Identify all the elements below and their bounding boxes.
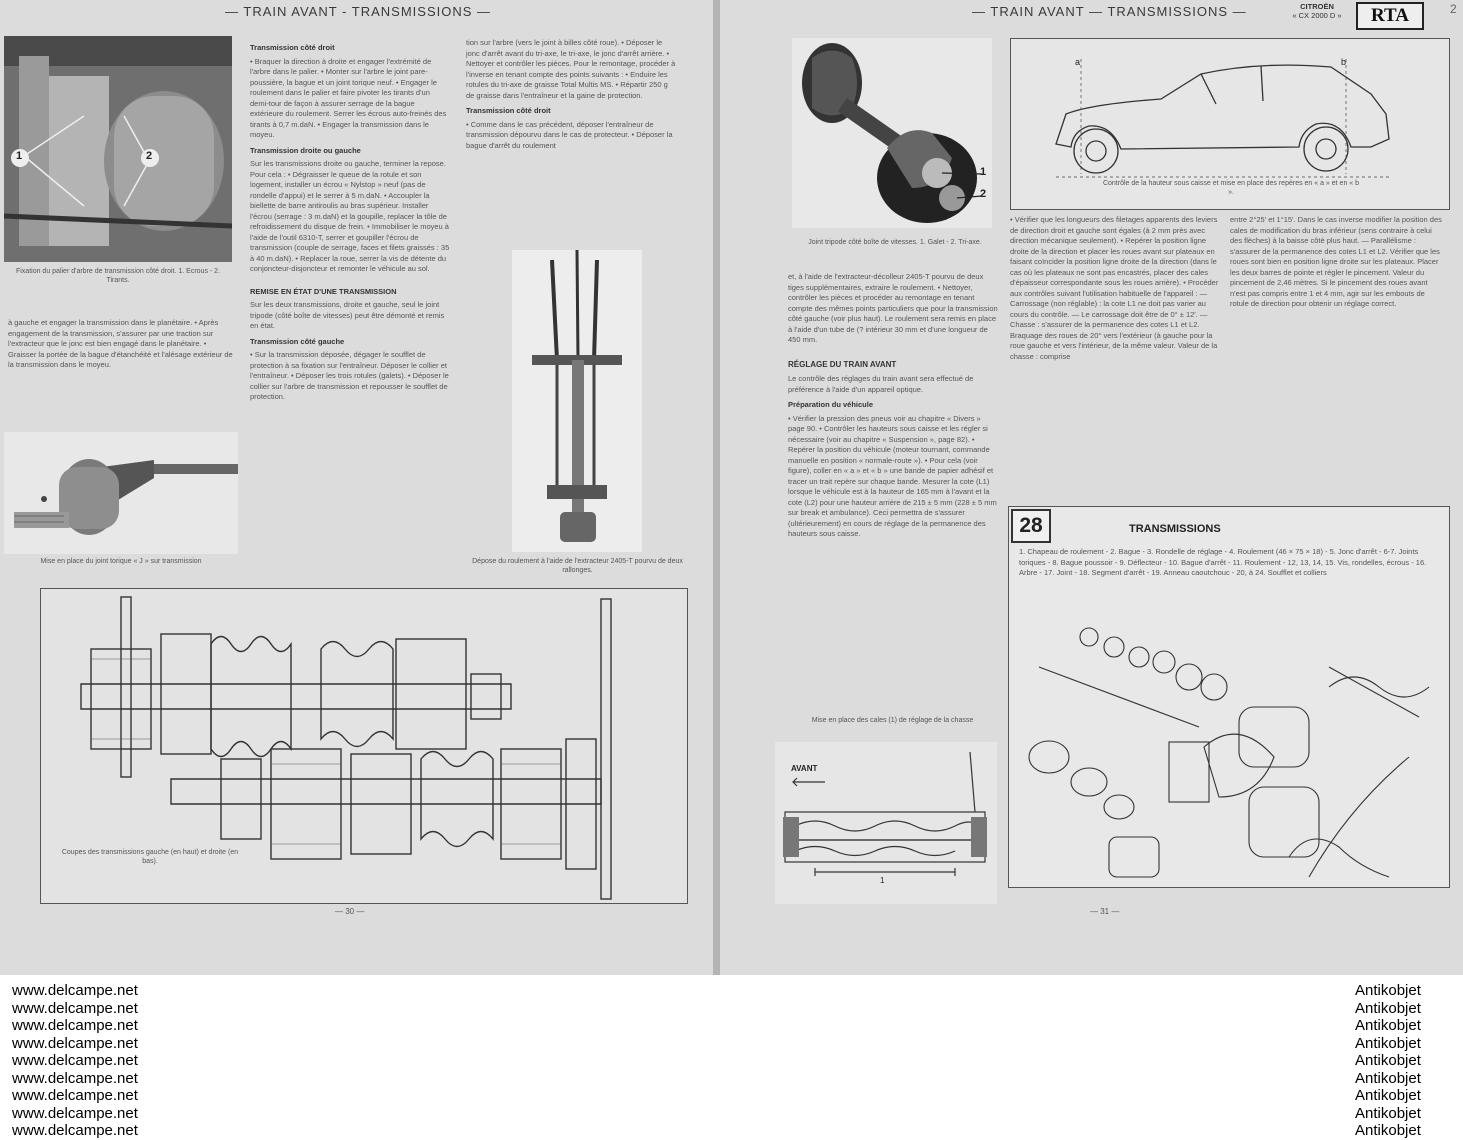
- watermark-left-line: www.delcampe.net: [12, 1017, 138, 1034]
- right-col1: [788, 272, 998, 543]
- cotes-label: 1: [880, 876, 885, 885]
- photo2-caption: Mise en place du joint torique « J » sur transmission: [40, 558, 202, 565]
- transmissions-exploded-box: [1008, 506, 1450, 888]
- watermark-left-line: www.delcampe.net: [12, 982, 138, 999]
- right-page-header: — TRAIN AVANT — TRANSMISSIONS —: [972, 4, 1247, 19]
- right-col1-text: et, à l'aide de l'extracteur-décolleur 2405-T pourvu de deux tiges supplémentaires, extraire le roulement. • Nettoyer, contrôler les pièces et procéder au remontage en tenant compte des mêmes points particuliers que pour la transmission côté gauche (voir plus haut). Le roulement sera remis en place à l'aide d'un tube de (? intérieur 30 mm et d'une longueur de 450 mm.: [788, 272, 998, 344]
- reglage-text: Le contrôle des réglages du train avant sera effectué de préférence à l'aide d'un appareil optique.: [788, 374, 974, 394]
- right-col3-text: entre 2°25' et 1°15'. Dans le cas inverse modifier la position des cales de modification du bras inférieur (sens contraire à celui des flèches) à la baisse côté plus haut. — Parallélisme : s'assurer de la permanence des cotes L1 et L2. Vérifier que les roues sont bien en position ligne droite sur les plateaux. Placer les deux barres de pointe et régler le pincement. Valeur du pincement de 2,46 mètres. Si le pincement des roues avant n'est pas compris entre 1 et 4 mm, agir sur les embouts de rotule de direction pour obtenir un réglage correct.: [1230, 215, 1442, 308]
- watermark-right-line: Antikobjet: [1355, 1087, 1421, 1104]
- watermark-right-line: Antikobjet: [1355, 1017, 1421, 1034]
- figure-number: 28: [1011, 509, 1051, 543]
- left-col2: [250, 38, 450, 406]
- col2-heading-4: Transmission côté gauche: [250, 336, 345, 346]
- col3-text-1: tion sur l'arbre (vers le joint à billes côté roue). • Déposer le jonc d'arrêt avant du tri-axe, le tri-axe, le jonc d'arrêt arrière. • Nettoyer et contrôler les pièces. Pour le remontage, procéder à l'inverse en tenant compte des points suivants : • Enduire les rotules du tri-axe de graisse Total Multis MS. • Répartir 250 g de graisse dans l'entraîneur et la gaine de protection.: [466, 38, 676, 100]
- torique-joint-photo: [4, 432, 238, 554]
- extractor-caption: Dépose du roulement à l'aide de l'extracteur 2405-T pourvu de deux rallonges.: [472, 558, 683, 574]
- watermark-right-line: Antikobjet: [1355, 1069, 1421, 1087]
- left-page-header: — TRAIN AVANT - TRANSMISSIONS —: [225, 4, 492, 19]
- photo1-caption: Fixation du palier d'arbre de transmission côté droit. 1. Ecrous - 2. Tirants.: [15, 268, 221, 284]
- extractor-photo: [512, 250, 642, 552]
- watermark-left-line: www.delcampe.net: [12, 999, 138, 1017]
- tripod-joint-photo: [792, 38, 992, 228]
- col2-heading-1: Transmission côté droit: [250, 43, 335, 52]
- chasse-shims-drawing: [775, 742, 997, 904]
- prep-text: • Vérifier la pression des pneus voir au chapitre « Divers » page 90. • Contrôler les hauteurs sous caisse et les régler si nécessaire (voir au chapitre « Suspension », page 82). • Repérer la position du véhicule (moteur tournant, commande manuelle en position « normale-route »). • Pour cela (voir figure), coller en « a » et « b » une bande de papier adhésif et tracer un trait repère sur chaque bande. Mesurer la cote (L1) lorsque le véhicule est à la hauteur de 165 mm à l'avant et la cote (L2) pour une hauteur arrière de 215 ± 5 mm (228 ± 5 mm sur break et ambulance). Ceci permettra de s'assurer (ultérieurement) en cours de réglage de la permanence des hauteurs sous caisse.: [788, 413, 997, 538]
- brand-model: « CX 2000 D »: [1292, 11, 1342, 20]
- watermark-left-line: www.delcampe.net: [12, 1087, 138, 1104]
- corner-page-number: 2: [1450, 2, 1457, 16]
- photo1-label-1: 1: [16, 150, 23, 162]
- bearing-fixation-photo: [4, 36, 232, 262]
- joint-label-1: 1: [980, 166, 987, 178]
- avant-label: AVANT: [791, 764, 818, 773]
- left-col1-text: à gauche et engager la transmission dans le planétaire. • Après engagement de la transmission, s'assurer par une traction sur l'extracteur que le jonc est bien engagé dans le planétaire. • Graisser la portée de la bague d'étanchéité et l'alésage extérieur de la transmission dans le moyeu.: [8, 318, 233, 369]
- col2-text-3: Sur les deux transmissions, droite et gauche, seul le joint tripode (côté boîte de vitesses) peut être démonté et remis en état.: [250, 300, 445, 330]
- watermark-left-line: www.delcampe.net: [12, 1034, 138, 1052]
- col2-text-1: • Braquer la direction à droite et engager l'extrémité de l'arbre dans le palier. • Monter sur l'arbre le joint pare-poussière, la bague et un joint torique neuf. • Engager le roulement dans le palier et faire pivoter les tirants d'un demi-tour de façon à assurer serrage de la bague extérieure du roulement. Serrer les écrous auto-freinés des tirants à 0,7 m.daN. • Engager la transmission dans le moyeu.: [250, 56, 447, 139]
- brand-name: CITROËN: [1300, 2, 1334, 11]
- photo1-label-2: 2: [146, 150, 153, 162]
- watermark-left: [12, 982, 138, 1140]
- car-caption: Contrôle de la hauteur sous caisse et mise en place des repères en « a » et en « b ».: [1102, 180, 1360, 196]
- watermark-right-line: Antikobjet: [1355, 1104, 1421, 1122]
- car-height-diagram: [1010, 38, 1450, 210]
- box-title: TRANSMISSIONS: [1129, 523, 1221, 535]
- prep-title: Préparation du véhicule: [788, 400, 874, 409]
- watermark-right: [1355, 982, 1421, 1140]
- watermark-right-line: Antikobjet: [1355, 1034, 1421, 1052]
- right-col2-text: • Vérifier que les longueurs des filetages apparents des leviers de direction droit et gauche sont égales (à 2 mm près avec direction mécanique seulement). • Repérer la position ligne droite de la direction et placer les roues avant sur plateaux en faisant coïncider la position ligne droite de la direction (dans le cas où les plateaux ne sont pas encastrés, placer des cales d'épaisseur correspondante sous les roues arrière). • Procéder aux contrôles suivant l'utilisation habituelle de l'appareil : — Carrossage (non réglable) : la cote L1 ne doit pas varier au cours du contrôle. — Le carrossage doit être de 0° ± 12'. — Chasse : s'assurer de la permanence des cotes L1 et L2. Braquage des roues de 20° vers l'extérieur (à gauche pour la roue gauche et vers l'intérieur, de la même valeur. Valeur de la chasse : comprise: [1010, 215, 1219, 361]
- watermark-right-line: Antikobjet: [1355, 999, 1421, 1017]
- rta-logo: RTA: [1356, 2, 1424, 30]
- reglage-title: RÉGLAGE DU TRAIN AVANT: [788, 359, 897, 369]
- box-legend: 1. Chapeau de roulement - 2. Bague - 3. Rondelle de réglage - 4. Roulement (46 × 75 × 18) - 5. Jonc d'arrêt - 6-7. Joints toriques - 8. Bague poussoir - 9. Déflecteur - 10. Bague d'arrêt - 11. Roulement - 12, 13, 14, 15. Vis, rondelles, écrous - 16. Arbre - 17. Joint - 18. Segment d'arrêt - 19. Anneau caoutchouc - 20, à 24. Soufflet et colliers: [1019, 547, 1427, 577]
- watermark-left-line: www.delcampe.net: [12, 1104, 138, 1122]
- col2-heading-2: Transmission droite ou gauche: [250, 145, 361, 155]
- watermark-right-line: Antikobjet: [1355, 1122, 1421, 1139]
- watermark-left-line: www.delcampe.net: [12, 1069, 138, 1087]
- brand-box: [1283, 2, 1351, 20]
- right-col2: [1010, 215, 1220, 365]
- col2-text-2: Sur les transmissions droite ou gauche, terminer la repose. Pour cela : • Dégraisser le queue de la rotule et son logement, installer un écrou « Nylstop » neuf (pas de rondelle d'appui) et le serrer à 5 m.daN. • Accoupler la biellette de barre antiroulis au bras supérieur. Installer l'écrou (serrage : 3 m.daN) et la goupille, replacer la tôle de refroidissement du disque de frein. • Immobiliser le moyeu à l'aide de l'outil 6310-T, serrer et goupiller l'écrou de transmission (couple de serrage, faces et filets graissés : 35 à 40 m.daN). • Replacer la roue, serrer la vis de détente du conjoncteur-disjoncteur et remonter le véhicule au sol.: [250, 159, 450, 273]
- watermark-right-line: Antikobjet: [1355, 982, 1421, 999]
- col3-heading-2: Transmission côté droit: [466, 106, 551, 115]
- joint-label-2: 2: [980, 188, 987, 200]
- col2-text-4: • Sur la transmission déposée, dégager le soufflet de protection à sa fixation sur l'entraîneur. Déposer le collier et l'entraîneur. • Déposer les trois rotules (galets). • Déposer le collier sur l'arbre de transmission et repousser le soufflet de protection.: [250, 350, 449, 401]
- car-label-a: a: [1075, 57, 1081, 67]
- joint-caption: Joint tripode côté boîte de vitesses. 1. Galet - 2. Tri-axe.: [808, 239, 982, 246]
- col2-heading-3: REMISE EN ÉTAT D'UNE TRANSMISSION: [250, 286, 397, 296]
- left-col3: [466, 38, 676, 154]
- right-col3: [1230, 215, 1445, 313]
- col3-text-2: • Comme dans le cas précédent, déposer l'entraîneur de transmission dépourvu dans le cas de protecteur. • Déposer la bague d'arrêt du roulement: [466, 119, 673, 150]
- section-caption: Coupes des transmissions gauche (en haut) et droite (en bas).: [61, 849, 239, 865]
- car-label-b: b: [1341, 57, 1347, 67]
- cotes-caption: Mise en place des cales (1) de réglage de la chasse: [811, 717, 974, 724]
- left-folio: — 30 —: [335, 907, 365, 916]
- left-page: [0, 0, 713, 975]
- watermark-right-line: Antikobjet: [1355, 1052, 1421, 1069]
- right-page: [720, 0, 1463, 975]
- book-gutter: [713, 0, 720, 975]
- watermark-left-line: www.delcampe.net: [12, 1122, 138, 1139]
- right-folio: — 31 —: [1090, 907, 1120, 916]
- watermark-left-line: www.delcampe.net: [12, 1052, 138, 1069]
